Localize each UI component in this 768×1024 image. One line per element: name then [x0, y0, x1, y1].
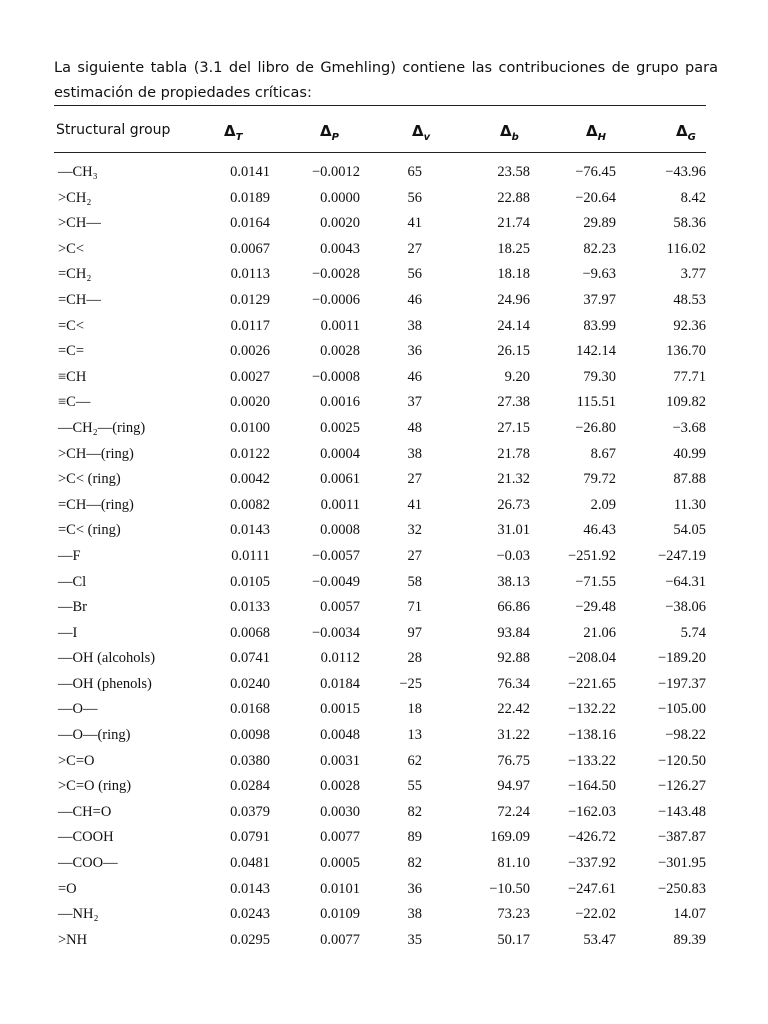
cell-delta-h: 21.06 — [583, 624, 616, 641]
cell-delta-h: −337.92 — [567, 855, 616, 872]
cell-delta-t: 0.0113 — [230, 266, 270, 283]
cell-delta-b: 66.86 — [497, 599, 530, 616]
cell-delta-v: 55 — [407, 778, 422, 795]
cell-delta-t: 0.0189 — [230, 189, 270, 206]
cell-delta-p: 0.0004 — [320, 445, 360, 462]
cell-delta-p: 0.0101 — [320, 880, 360, 897]
cell-delta-t: 0.0741 — [230, 650, 270, 667]
cell-delta-t: 0.0164 — [230, 215, 270, 232]
cell-structural-group: ≡CH — [58, 368, 87, 385]
table-body — [54, 160, 724, 953]
cell-delta-b: 9.20 — [504, 368, 530, 385]
cell-structural-group: >CH₂ — [58, 189, 92, 206]
header-delta-v: $\Delta_v$ — [412, 122, 431, 143]
cell-delta-h: 115.51 — [576, 394, 616, 411]
cell-delta-b: 24.14 — [497, 317, 530, 334]
cell-delta-p: −0.0049 — [311, 573, 360, 590]
table-row — [54, 723, 724, 749]
cell-delta-v: 35 — [407, 931, 422, 948]
cell-delta-h: −20.64 — [575, 189, 616, 206]
cell-delta-t: 0.0129 — [230, 291, 270, 308]
cell-delta-g: −247.19 — [657, 547, 706, 564]
cell-delta-p: 0.0011 — [320, 317, 360, 334]
cell-delta-b: 21.32 — [497, 471, 530, 488]
table-row — [54, 518, 724, 544]
cell-delta-t: 0.0027 — [230, 368, 270, 385]
cell-delta-g: −387.87 — [657, 829, 706, 846]
cell-delta-p: 0.0008 — [320, 522, 360, 539]
cell-delta-v: 28 — [407, 650, 422, 667]
cell-delta-h: −164.50 — [567, 778, 616, 795]
table-row — [54, 288, 724, 314]
table-row — [54, 570, 724, 596]
cell-delta-h: 8.67 — [590, 445, 616, 462]
cell-structural-group: =CH₂ — [58, 266, 92, 283]
cell-delta-b: 93.84 — [497, 624, 530, 641]
cell-delta-v: 82 — [407, 855, 422, 872]
cell-delta-p: 0.0016 — [320, 394, 360, 411]
cell-delta-b: 23.58 — [497, 164, 530, 180]
cell-delta-h: 2.09 — [590, 496, 616, 513]
cell-delta-h: 79.30 — [583, 368, 616, 385]
cell-delta-h: −208.04 — [567, 650, 616, 667]
cell-delta-h: −132.22 — [567, 701, 616, 718]
cell-delta-t: 0.0243 — [230, 906, 270, 923]
cell-delta-t: 0.0379 — [230, 803, 270, 820]
table-row — [54, 442, 724, 468]
cell-delta-p: 0.0112 — [320, 650, 360, 667]
table-row — [54, 902, 724, 928]
table-row — [54, 186, 724, 212]
cell-delta-b: 27.38 — [497, 394, 530, 411]
cell-structural-group: —COO— — [58, 855, 118, 872]
cell-delta-p: 0.0048 — [320, 727, 360, 744]
cell-delta-b: −10.50 — [489, 880, 530, 897]
cell-delta-b: 22.88 — [497, 189, 530, 206]
table-row — [54, 928, 724, 954]
table-row — [54, 467, 724, 493]
table-row — [54, 390, 724, 416]
cell-delta-t: 0.0082 — [230, 496, 270, 513]
cell-delta-g: −189.20 — [657, 650, 706, 667]
cell-delta-t: 0.0133 — [230, 599, 270, 616]
cell-delta-h: −162.03 — [567, 803, 616, 820]
cell-structural-group: >CH—(ring) — [58, 445, 134, 462]
table-row — [54, 800, 724, 826]
cell-delta-b: 26.15 — [497, 343, 530, 360]
cell-delta-p: −0.0006 — [311, 291, 360, 308]
cell-delta-v: 71 — [407, 599, 422, 616]
cell-delta-h: 46.43 — [583, 522, 616, 539]
cell-delta-g: −250.83 — [657, 880, 706, 897]
cell-delta-g: 3.77 — [680, 266, 706, 283]
cell-delta-t: 0.0481 — [230, 855, 270, 872]
cell-delta-t: 0.0240 — [230, 675, 270, 692]
cell-delta-g: 116.02 — [666, 240, 706, 257]
cell-delta-p: 0.0000 — [320, 189, 360, 206]
cell-delta-b: 31.01 — [497, 522, 530, 539]
cell-delta-b: 81.10 — [497, 855, 530, 872]
cell-delta-p: 0.0043 — [320, 240, 360, 257]
cell-delta-v: 82 — [407, 803, 422, 820]
cell-delta-v: 18 — [407, 701, 422, 718]
cell-delta-b: 38.13 — [497, 573, 530, 590]
cell-delta-b: 24.96 — [497, 291, 530, 308]
table-row — [54, 595, 724, 621]
cell-structural-group: =C< — [58, 317, 85, 334]
cell-delta-v: 89 — [407, 829, 422, 846]
cell-delta-b: 94.97 — [497, 778, 530, 795]
cell-delta-v: 27 — [407, 240, 422, 257]
cell-delta-t: 0.0067 — [230, 240, 270, 257]
cell-delta-b: 27.15 — [497, 419, 530, 436]
cell-delta-b: 22.42 — [497, 701, 530, 718]
cell-structural-group: —Br — [58, 599, 87, 616]
cell-delta-g: 40.99 — [673, 445, 706, 462]
cell-delta-t: 0.0143 — [230, 880, 270, 897]
cell-delta-p: 0.0028 — [320, 778, 360, 795]
cell-delta-p: −0.0057 — [311, 547, 360, 564]
cell-delta-p: 0.0015 — [320, 701, 360, 718]
cell-delta-p: 0.0028 — [320, 343, 360, 360]
cell-delta-g: −143.48 — [657, 803, 706, 820]
table-row — [54, 544, 724, 570]
cell-structural-group: —Cl — [58, 573, 87, 590]
cell-delta-g: 5.74 — [680, 624, 706, 641]
table-row — [54, 877, 724, 903]
header-delta-h: $\Delta_H$ — [586, 122, 606, 143]
cell-delta-g: 109.82 — [666, 394, 706, 411]
cell-delta-t: 0.0098 — [230, 727, 270, 744]
cell-delta-h: 37.97 — [583, 291, 616, 308]
cell-delta-b: 73.23 — [497, 906, 530, 923]
cell-delta-b: 72.24 — [497, 803, 530, 820]
cell-delta-p: 0.0077 — [320, 829, 360, 846]
cell-delta-b: 18.18 — [497, 266, 530, 283]
cell-structural-group: =CH— — [58, 291, 101, 308]
cell-structural-group: —O—(ring) — [58, 727, 131, 744]
cell-structural-group: —OH (alcohols) — [58, 650, 156, 667]
cell-delta-p: 0.0020 — [320, 215, 360, 232]
cell-structural-group: =CH—(ring) — [58, 496, 134, 513]
cell-delta-t: 0.0111 — [231, 547, 270, 564]
cell-delta-v: 97 — [407, 624, 422, 641]
table-row — [54, 851, 724, 877]
cell-delta-v: 38 — [407, 317, 422, 334]
cell-structural-group: >C< (ring) — [58, 471, 121, 488]
cell-structural-group: —CH=O — [58, 803, 112, 820]
cell-delta-v: 41 — [407, 215, 422, 232]
cell-delta-v: 46 — [407, 368, 422, 385]
cell-delta-g: −3.68 — [672, 419, 706, 436]
cell-delta-g: 92.36 — [673, 317, 706, 334]
cell-delta-p: 0.0061 — [320, 471, 360, 488]
cell-delta-g: −120.50 — [657, 752, 706, 769]
cell-delta-b: 169.09 — [490, 829, 530, 846]
cell-delta-g: −43.96 — [665, 164, 706, 180]
cell-delta-t: 0.0042 — [230, 471, 270, 488]
table-row — [54, 416, 724, 442]
table-row — [54, 211, 724, 237]
cell-delta-h: −76.45 — [575, 164, 616, 180]
cell-delta-t: 0.0100 — [230, 419, 270, 436]
table-row — [54, 262, 724, 288]
cell-delta-b: 31.22 — [497, 727, 530, 744]
cell-delta-g: 11.30 — [673, 496, 706, 513]
header-delta-p: $\Delta_P$ — [320, 122, 339, 143]
cell-delta-p: −0.0008 — [311, 368, 360, 385]
cell-delta-v: 38 — [407, 906, 422, 923]
cell-delta-p: 0.0077 — [320, 931, 360, 948]
cell-delta-g: −64.31 — [665, 573, 706, 590]
table-row — [54, 672, 724, 698]
table-row — [54, 493, 724, 519]
cell-delta-v: 65 — [407, 164, 422, 180]
cell-delta-t: 0.0105 — [230, 573, 270, 590]
cell-delta-h: −133.22 — [567, 752, 616, 769]
cell-delta-v: 37 — [407, 394, 422, 411]
cell-delta-h: −29.48 — [575, 599, 616, 616]
cell-delta-h: −138.16 — [567, 727, 616, 744]
cell-delta-t: 0.0117 — [230, 317, 270, 334]
cell-delta-h: 53.47 — [583, 931, 616, 948]
cell-delta-p: −0.0012 — [311, 164, 360, 180]
cell-delta-p: 0.0030 — [320, 803, 360, 820]
cell-structural-group: >C=O — [58, 752, 95, 769]
table-header — [54, 118, 718, 146]
cell-delta-t: 0.0284 — [230, 778, 270, 795]
cell-delta-p: 0.0011 — [320, 496, 360, 513]
cell-delta-p: 0.0184 — [320, 675, 360, 692]
cell-delta-g: −38.06 — [665, 599, 706, 616]
header-delta-g: $\Delta_G$ — [676, 122, 696, 143]
table-row — [54, 697, 724, 723]
cell-delta-p: 0.0005 — [320, 855, 360, 872]
cell-delta-h: −247.61 — [567, 880, 616, 897]
cell-structural-group: =O — [58, 880, 77, 897]
cell-delta-b: 26.73 — [497, 496, 530, 513]
cell-delta-p: −0.0034 — [311, 624, 360, 641]
cell-delta-v: −25 — [399, 675, 422, 692]
cell-delta-v: 56 — [407, 266, 422, 283]
cell-structural-group: —CH₃ — [58, 164, 98, 180]
cell-delta-p: 0.0109 — [320, 906, 360, 923]
cell-delta-v: 58 — [407, 573, 422, 590]
cell-delta-b: 50.17 — [497, 931, 530, 948]
cell-delta-v: 32 — [407, 522, 422, 539]
cell-delta-t: 0.0068 — [230, 624, 270, 641]
cell-delta-h: 29.89 — [583, 215, 616, 232]
cell-structural-group: >NH — [58, 931, 88, 948]
cell-delta-t: 0.0026 — [230, 343, 270, 360]
cell-structural-group: =C< (ring) — [58, 522, 121, 539]
cell-delta-g: 87.88 — [673, 471, 706, 488]
table-header-rule — [54, 152, 706, 153]
cell-structural-group: >C=O (ring) — [58, 778, 132, 795]
cell-delta-g: −105.00 — [657, 701, 706, 718]
cell-structural-group: —OH (phenols) — [58, 675, 152, 692]
cell-delta-b: 21.74 — [497, 215, 530, 232]
cell-delta-h: −9.63 — [582, 266, 616, 283]
cell-structural-group: —I — [58, 624, 78, 641]
cell-delta-g: −301.95 — [657, 855, 706, 872]
table-row — [54, 365, 724, 391]
cell-delta-h: 83.99 — [583, 317, 616, 334]
table-row — [54, 774, 724, 800]
cell-delta-v: 38 — [407, 445, 422, 462]
cell-delta-v: 46 — [407, 291, 422, 308]
cell-delta-p: 0.0025 — [320, 419, 360, 436]
cell-delta-p: 0.0031 — [320, 752, 360, 769]
cell-delta-v: 56 — [407, 189, 422, 206]
cell-delta-v: 48 — [407, 419, 422, 436]
cell-delta-v: 27 — [407, 471, 422, 488]
cell-delta-h: −22.02 — [575, 906, 616, 923]
cell-delta-b: 76.75 — [497, 752, 530, 769]
cell-delta-t: 0.0295 — [230, 931, 270, 948]
intro-paragraph: La siguiente tabla (3.1 del libro de Gmehling) contiene las contribuciones de grupo para estimación de propiedades críticas: — [54, 60, 718, 101]
cell-delta-p: 0.0057 — [320, 599, 360, 616]
cell-delta-g: 8.42 — [680, 189, 706, 206]
cell-delta-h: −426.72 — [567, 829, 616, 846]
cell-delta-g: 48.53 — [673, 291, 706, 308]
cell-delta-h: −251.92 — [567, 547, 616, 564]
cell-structural-group: >C< — [58, 240, 85, 257]
cell-delta-t: 0.0141 — [230, 164, 270, 180]
table-row — [54, 314, 724, 340]
cell-delta-h: −221.65 — [567, 675, 616, 692]
cell-delta-g: 77.71 — [673, 368, 706, 385]
cell-structural-group: >CH— — [58, 215, 101, 232]
cell-delta-v: 36 — [407, 343, 422, 360]
cell-delta-b: 21.78 — [497, 445, 530, 462]
cell-delta-b: −0.03 — [496, 547, 530, 564]
cell-delta-h: 82.23 — [583, 240, 616, 257]
table-row — [54, 339, 724, 365]
cell-structural-group: —CH₂—(ring) — [58, 419, 146, 436]
cell-delta-g: −98.22 — [665, 727, 706, 744]
cell-delta-v: 27 — [407, 547, 422, 564]
header-structural-group: Structural group — [56, 122, 171, 138]
cell-delta-v: 62 — [407, 752, 422, 769]
cell-structural-group: —COOH — [58, 829, 114, 846]
cell-delta-g: −197.37 — [657, 675, 706, 692]
cell-delta-h: −71.55 — [575, 573, 616, 590]
table-top-rule — [54, 105, 706, 106]
cell-delta-b: 76.34 — [497, 675, 530, 692]
cell-delta-v: 41 — [407, 496, 422, 513]
table-row — [54, 749, 724, 775]
cell-delta-h: −26.80 — [575, 419, 616, 436]
cell-delta-b: 92.88 — [497, 650, 530, 667]
cell-structural-group: =C= — [58, 343, 85, 360]
cell-structural-group: —NH₂ — [58, 906, 99, 923]
cell-delta-v: 36 — [407, 880, 422, 897]
cell-delta-p: −0.0028 — [311, 266, 360, 283]
table-row — [54, 621, 724, 647]
header-delta-b: $\Delta_b$ — [500, 122, 519, 143]
cell-delta-b: 18.25 — [497, 240, 530, 257]
cell-structural-group: —O— — [58, 701, 98, 718]
cell-delta-g: 136.70 — [666, 343, 706, 360]
cell-delta-t: 0.0020 — [230, 394, 270, 411]
cell-delta-g: −126.27 — [657, 778, 706, 795]
cell-delta-t: 0.0380 — [230, 752, 270, 769]
cell-delta-g: 89.39 — [673, 931, 706, 948]
cell-delta-g: 54.05 — [673, 522, 706, 539]
cell-delta-h: 79.72 — [583, 471, 616, 488]
cell-delta-t: 0.0168 — [230, 701, 270, 718]
cell-structural-group: —F — [58, 547, 81, 564]
table-row — [54, 237, 724, 263]
table-row — [54, 160, 724, 186]
cell-delta-h: 142.14 — [576, 343, 616, 360]
cell-delta-t: 0.0143 — [230, 522, 270, 539]
cell-delta-t: 0.0791 — [230, 829, 270, 846]
cell-structural-group: ≡C— — [58, 394, 91, 411]
table-row — [54, 646, 724, 672]
table-row — [54, 825, 724, 851]
cell-delta-t: 0.0122 — [230, 445, 270, 462]
header-delta-t: $\Delta_T$ — [224, 122, 243, 143]
cell-delta-g: 14.07 — [673, 906, 706, 923]
cell-delta-v: 13 — [407, 727, 422, 744]
cell-delta-g: 58.36 — [673, 215, 706, 232]
